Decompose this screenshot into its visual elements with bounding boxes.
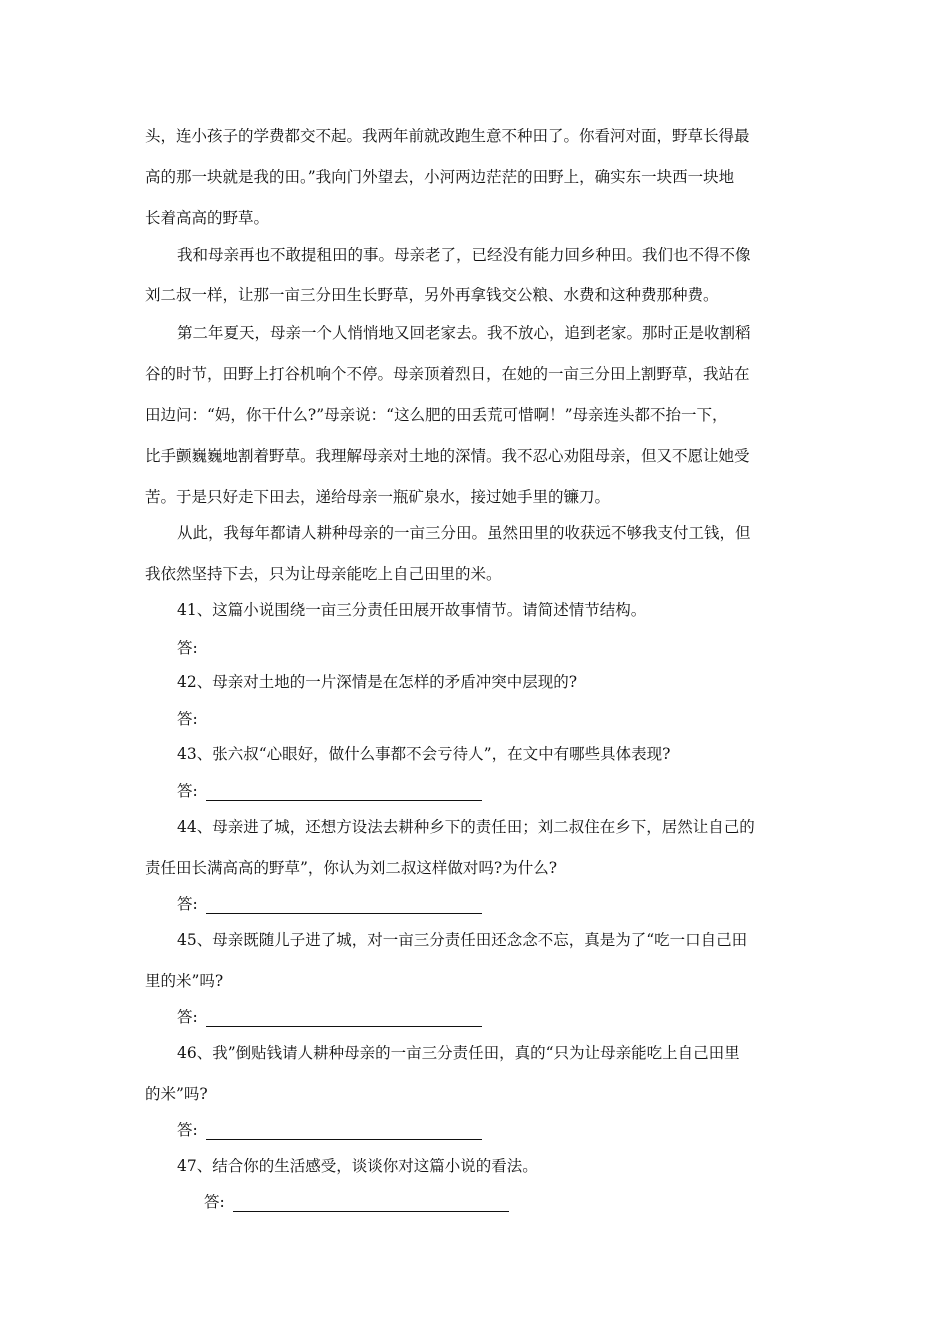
answer-label: 答:: [204, 1193, 225, 1211]
question-45: 45、母亲既随儿子进了城，对一亩三分责任田还念念不忘，真是为了“吃一口自己田: [177, 931, 748, 949]
story-line: 长着高高的野草。: [145, 209, 270, 227]
question-47: 47、结合你的生活感受，谈谈你对这篇小说的看法。: [177, 1157, 538, 1175]
answer-label: 答:: [177, 710, 198, 728]
answer-42: [177, 709, 198, 729]
answer-41: [177, 638, 198, 658]
story-line: 田边问：“妈，你干什么?”母亲说：“这么肥的田丢荒可惜啊！”母亲连头都不抬一下，: [145, 406, 728, 424]
answer-44: [177, 894, 482, 914]
story-line: 从此，我每年都请人耕种母亲的一亩三分田。虽然田里的收获远不够我支付工钱，但: [177, 524, 751, 542]
question-46-cont: 的米”吗?: [145, 1085, 208, 1103]
question-43: 43、张六叔“心眼好，做什么事都不会亏待人”，在文中有哪些具体表现?: [177, 745, 671, 763]
answer-blank[interactable]: [206, 784, 482, 801]
story-line: 高的那一块就是我的田。”我向门外望去，小河两边茫茫的田野上，确实东一块西一块地: [145, 168, 735, 186]
story-line: 头，连小孩子的学费都交不起。我两年前就改跑生意不种田了。你看河对面，野草长得最: [145, 127, 750, 145]
answer-43: [177, 781, 482, 801]
story-line: 谷的时节，田野上打谷机响个不停。母亲顶着烈日，在她的一亩三分田上割野草，我站在: [145, 365, 750, 383]
answer-blank[interactable]: [233, 1195, 509, 1212]
answer-label: 答:: [177, 1121, 198, 1139]
answer-label: 答:: [177, 1008, 198, 1026]
answer-label: 答:: [177, 639, 198, 657]
story-line: 苦。于是只好走下田去，递给母亲一瓶矿泉水，接过她手里的镰刀。: [145, 488, 611, 506]
question-46: 46、我”倒贴钱请人耕种母亲的一亩三分责任田，真的“只为让母亲能吃上自己田里: [177, 1044, 740, 1062]
answer-label: 答:: [177, 782, 198, 800]
story-line: 比手颤巍巍地割着野草。我理解母亲对土地的深情。我不忍心劝阻母亲，但又不愿让她受: [145, 447, 750, 465]
question-45-cont: 里的米”吗?: [145, 972, 224, 990]
story-line: 第二年夏天，母亲一个人悄悄地又回老家去。我不放心，追到老家。那时正是收割稻: [177, 324, 751, 342]
story-line: 我依然坚持下去，只为让母亲能吃上自己田里的米。: [145, 565, 502, 583]
story-line: 我和母亲再也不敢提租田的事。母亲老了，已经没有能力回乡种田。我们也不得不像: [177, 246, 751, 264]
answer-blank[interactable]: [206, 1010, 482, 1027]
answer-47: [204, 1192, 509, 1212]
answer-label: 答:: [177, 895, 198, 913]
question-41: 41、这篇小说围绕一亩三分责任田展开故事情节。请简述情节结构。: [177, 601, 647, 619]
question-44: 44、母亲进了城，还想方设法去耕种乡下的责任田；刘二叔住在乡下，居然让自己的: [177, 818, 755, 836]
story-line: 刘二叔一样，让那一亩三分田生长野草，另外再拿钱交公粮、水费和这种费那种费。: [145, 286, 719, 304]
answer-45: [177, 1007, 482, 1027]
answer-blank[interactable]: [206, 897, 482, 914]
answer-46: [177, 1120, 482, 1140]
answer-blank[interactable]: [206, 1123, 482, 1140]
question-44-cont: 责任田长满高高的野草”，你认为刘二叔这样做对吗?为什么?: [145, 859, 558, 877]
question-42: 42、母亲对土地的一片深情是在怎样的矛盾冲突中层现的?: [177, 673, 578, 691]
